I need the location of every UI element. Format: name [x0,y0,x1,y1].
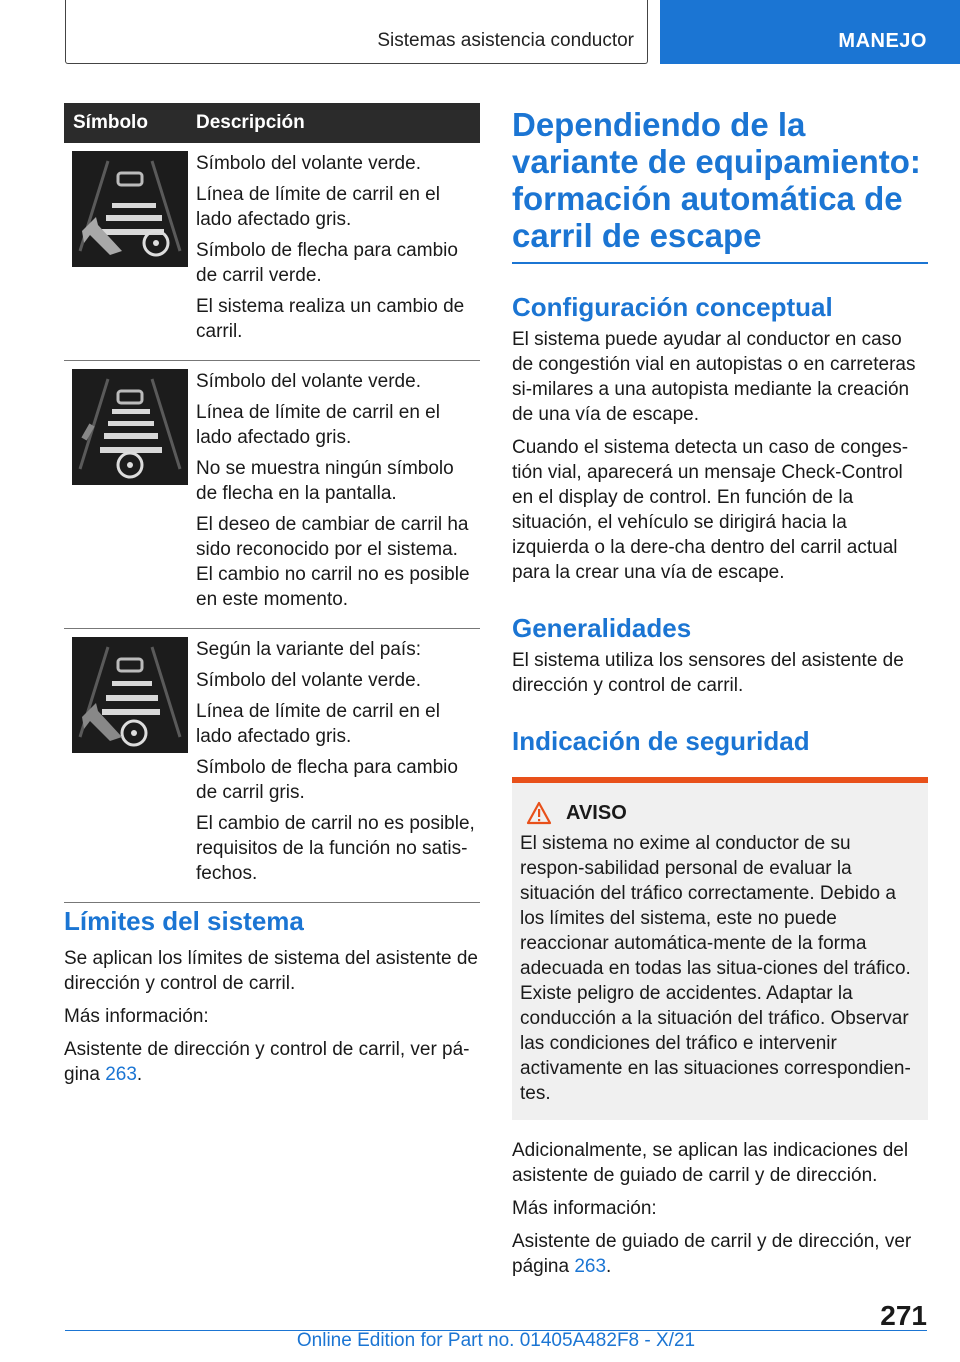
lane-change-arrow-gray-icon [72,637,188,753]
limits-reference-text: Asistente de dirección y control de carril, ver pá-gina [64,1039,470,1085]
description-cell [196,361,480,629]
limits-reference [64,1037,482,1087]
concept-paragraph-2: Cuando el sistema detecta un caso de conges-tión vial, aparecerá un mensaje Check-Control en el display de control. En función de la situación, el vehículo se dirigirá hacia la izquierda o la dere-cha dentro del carril actual para la crear una vía de escape. [512,437,909,583]
col-symbol-header: Símbolo [64,103,196,143]
row3-line4: Símbolo de flecha para cambio de carril gris. [196,757,458,803]
table-row [64,629,480,903]
symbol-cell [64,629,196,903]
page-number: 271 [880,1300,927,1331]
symbol-table [64,103,480,903]
edition-text: Online Edition for Part no. 01405A482F8 - X/21 [296,1330,696,1351]
more-info-label: Más información: [512,1198,657,1219]
row1-line1: Símbolo del volante verde. [196,153,421,174]
warning-triangle-icon [526,801,552,825]
description-cell [196,143,480,361]
warning-header [520,801,920,825]
lane-change-arrow-green-icon [72,151,188,267]
table-row [64,361,480,629]
row2-line4: El deseo de cambiar de carril ha sido reconocido por el sistema. El cambio no carril no es posible en este momento. [196,514,470,610]
limits-paragraph: Se aplican los límites de sistema del asistente de dirección y control de carril. [64,948,478,994]
lane-boundary-no-arrow-icon [72,369,188,485]
table-row [64,143,480,361]
header-chapter-tab [660,0,960,64]
limits-reference-end: . [136,1064,143,1085]
limits-body [64,946,482,1095]
general-paragraph: El sistema utiliza los sensores del asistente de dirección y control de carril. [512,650,904,696]
row3-line2: Símbolo del volante verde. [196,670,421,691]
section-heading-general: Generalidades [512,613,692,643]
additional-paragraph: Adicionalmente, se aplican las indicaciones del asistente de guiado de carril y de dirección. [512,1140,909,1186]
row2-line2: Línea de límite de carril en el lado afectado gris. [196,402,440,448]
guidance-reference-end: . [606,1256,612,1277]
col-description-header: Descripción [196,103,480,143]
symbol-cell [64,361,196,629]
section-heading-concept: Configuración conceptual [512,292,833,322]
row1-line4: El sistema realiza un cambio de carril. [196,296,465,342]
guidance-reference [512,1229,928,1279]
guidance-reference-text: Asistente de guiado de carril y de dirección, ver página [512,1231,912,1277]
right-column [512,106,928,1287]
row1-line3: Símbolo de flecha para cambio de carril verde. [196,240,458,286]
main-heading: Dependiendo de la variante de equipamiento: formación automática de carril de escape [512,106,928,264]
warning-label: AVISO [566,801,627,824]
table-header-row [64,103,480,143]
header-section-title: Sistemas asistencia conductor [377,30,634,51]
description-cell [196,629,480,903]
row3-line5: El cambio de carril no es posible, requisitos de la función no satis-fechos. [196,813,475,884]
concept-paragraph-1: El sistema puede ayudar al conductor en caso de congestión vial en autopistas o en carreteras si-milares a una autopista mediante la creación de una vía de escape. [512,329,916,425]
warning-box [512,777,928,1120]
row1-line2: Línea de límite de carril en el lado afectado gris. [196,184,440,230]
limits-more-info: Más información: [64,1006,209,1027]
warning-text: El sistema no exime al conductor de su respon-sabilidad personal de evaluar la situación del tráfico correctamente. Debido a los límites del sistema, este no puede reaccionar automática-mente de la forma adecuada en todas las situa-ciones del tráfico. Existe peligro de accidentes. Adaptar la conducción a la situación del tráfico. Observar las condiciones del tráfico e intervenir activamente en las situaciones correspondien-tes. [520,833,911,1104]
chapter-label: MANEJO [838,30,927,52]
limits-heading: Límites del sistema [64,906,304,936]
symbol-cell [64,143,196,361]
page-link[interactable]: 263 [574,1256,607,1277]
row2-line1: Símbolo del volante verde. [196,371,421,392]
row2-line3: No se muestra ningún símbolo de flecha en la pantalla. [196,458,454,504]
page-header [0,0,960,66]
section-heading-safety: Indicación de seguridad [512,726,810,756]
row3-line1: Según la variante del país: [196,639,421,660]
row3-line3: Línea de límite de carril en el lado afectado gris. [196,701,440,747]
page-link[interactable]: 263 [105,1064,137,1085]
